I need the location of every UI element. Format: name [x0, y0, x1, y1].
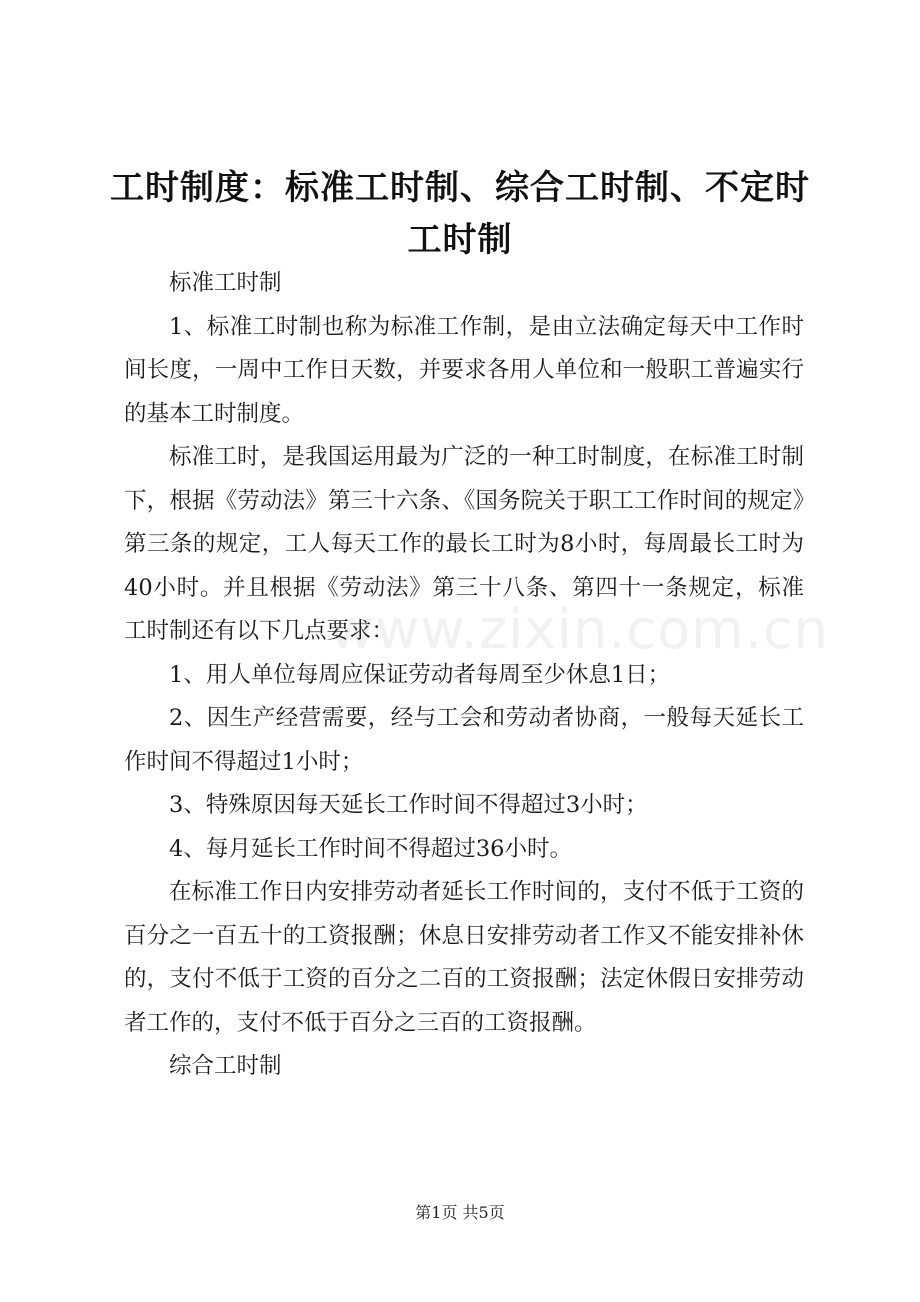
document-title: 工时制度：标准工时制、综合工时制、不定时工时制 — [110, 168, 810, 260]
list-item-rest-day: 1、用人单位每周应保证劳动者每周至少休息1日； — [169, 661, 671, 688]
section-heading-standard: 标准工时制 — [169, 270, 282, 296]
list-item-daily-extension: 2、因生产经营需要，经与工会和劳动者协商，一般每天延长工作时间不得超过1小时； — [124, 705, 804, 775]
page-footer: 第1页 共5页 — [415, 1203, 505, 1222]
watermark: www.zixin.com.cn — [330, 598, 829, 661]
paragraph-standard-hours: 标准工时，是我国运用最为广泛的一种工时制度，在标准工时制下，根据《劳动法》第三十六条、《国务院关于职工工作时间的规定》第三条的规定，工人每天工作的最长工时为8小时，每周最长工时为40小时。并且根据《劳动法》第三十八条、第四十一条规定，标准工时制还有以下几点要求： — [124, 444, 804, 644]
paragraph-overtime-pay: 在标准工作日内安排劳动者延长工作时间的，支付不低于工资的百分之一百五十的工资报酬；休息日安排劳动者工作又不能安排补休的，支付不低于工资的百分之二百的工资报酬；法定休假日安排劳动者工作的，支付不低于百分之三百的工资报酬。 — [124, 879, 804, 1036]
list-item-monthly-extension: 4、每月延长工作时间不得超过36小时。 — [169, 835, 572, 862]
list-item-special-extension: 3、特殊原因每天延长工作时间不得超过3小时； — [169, 792, 648, 818]
paragraph-definition: 1、标准工时制也称为标准工作制，是由立法确定每天中工作时间长度，一周中工作日天数，并要求各用人单位和一般职工普遍实行的基本工时制度。 — [124, 313, 804, 427]
document-body — [124, 262, 804, 1089]
section-heading-comprehensive: 综合工时制 — [169, 1053, 282, 1079]
